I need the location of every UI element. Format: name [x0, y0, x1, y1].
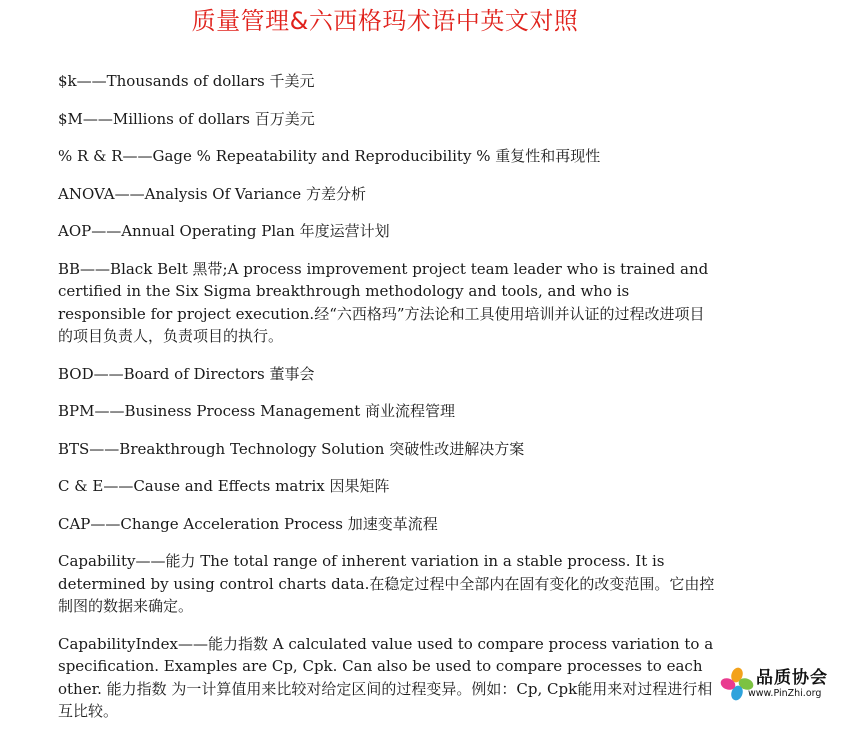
term-english: $M——Millions of dollars	[58, 109, 255, 128]
term-english: AOP——Annual Operating Plan	[58, 222, 300, 240]
glossary-entry-m	[58, 108, 718, 131]
term-english: BOD——Board of Directors	[58, 364, 270, 383]
term-chinese: 千美元	[269, 72, 315, 90]
glossary-entry-bts	[58, 438, 718, 461]
term-english: $k——Thousands of dollars	[58, 72, 270, 90]
glossary-entry-bpm	[58, 400, 718, 423]
glossary-entry-k	[58, 70, 718, 93]
term-chinese: 年度运营计划	[299, 222, 390, 240]
term-english: ANOVA——Analysis Of Variance	[58, 184, 306, 203]
glossary-entry-ce	[58, 475, 718, 498]
site-logo[interactable]	[718, 663, 836, 707]
glossary-entry-bb	[58, 258, 718, 348]
term-chinese: 能力指数 为一计算值用来比较对给定区间的过程变异。例如：Cp, Cpk能用来对过程进行相互比较。	[58, 679, 713, 720]
glossary-entry-bod	[58, 363, 718, 386]
glossary-entry-aop	[58, 220, 718, 243]
term-chinese: 在稳定过程中全部内在固有变化的改变范围。它由控制图的数据来确定。	[58, 574, 715, 615]
page-title: 质量管理&六西格玛术语中英文对照	[191, 7, 579, 35]
glossary-entry-anova	[58, 183, 718, 206]
term-english: CAP——Change Acceleration Process	[58, 514, 348, 533]
logo-name: 品质协会	[756, 668, 828, 688]
term-chinese: 董事会	[269, 364, 315, 383]
term-chinese: 突破性改进解决方案	[389, 439, 525, 458]
term-english: CapabilityIndex——能力指数 A calculated value used to compare process variation to a specification. Examples are Cp, Cpk. Can also be used to compare processes to each other.	[58, 634, 714, 698]
glossary-entry-capability-index	[58, 633, 718, 723]
term-chinese: 商业流程管理	[365, 402, 456, 420]
glossary-entry-cap	[58, 513, 718, 536]
term-chinese: 百万美元	[254, 109, 315, 128]
term-english: Capability——能力 The total range of inherent variation in a stable process. It is determined by using control charts data.	[58, 552, 665, 593]
glossary-list	[58, 55, 718, 737]
term-chinese: 因果矩阵	[329, 477, 390, 495]
logo-url: www.PinZhi.org	[748, 688, 822, 699]
term-chinese: 方差分析	[305, 184, 366, 203]
term-english: BTS——Breakthrough Technology Solution	[58, 439, 390, 458]
term-english: C & E——Cause and Effects matrix	[58, 477, 330, 495]
glossary-entry-grr	[58, 145, 718, 168]
term-chinese: 经“六西格玛”方法论和工具使用培训并认证的过程改进项目的项目负责人，负责项目的执行。	[58, 304, 705, 345]
term-chinese: 重复性和再现性	[495, 147, 601, 165]
term-english: BB——Black Belt 黑带;A process improvement project team leader who is trained and certified in the Six Sigma breakthrough methodology and tools, and who is responsible for project execution.	[58, 259, 709, 323]
term-chinese: 加速变革流程	[347, 514, 438, 533]
glossary-entry-capability	[58, 550, 718, 618]
term-english: BPM——Business Process Management	[58, 402, 366, 420]
term-english: % R & R——Gage % Repeatability and Reproducibility %	[58, 147, 496, 165]
